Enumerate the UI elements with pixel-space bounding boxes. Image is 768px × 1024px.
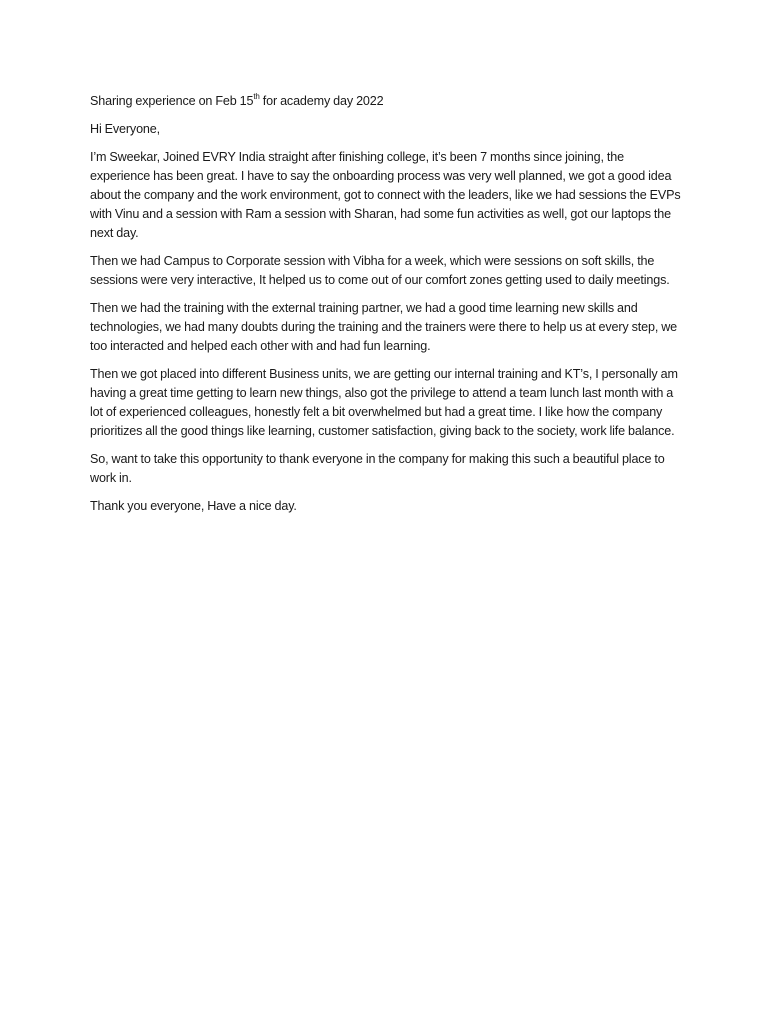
- title-text-suffix: for academy day 2022: [259, 94, 384, 108]
- paragraph-external-training: Then we had the training with the external training partner, we had a good time learning new skills and technologies, we had many doubts during the training and the trainers were there to help us at every step, we too interacted and helped each other with and had fun learning.: [90, 301, 678, 353]
- greeting: Hi Everyone,: [90, 122, 160, 136]
- document-title: [90, 92, 686, 111]
- paragraph-intro: I’m Sweekar, Joined EVRY India straight after finishing college, it’s been 7 months since joining, the experience has been great. I have to say the onboarding process was very well planned, we got a good idea about the company and the work environment, got to connect with the leaders, like we had sessions the EVPs with Vinu and a session with Ram a session with Sharan, had some fun activities as well, got our laptops the next day.: [90, 150, 681, 240]
- paragraph-business-units: Then we got placed into different Business units, we are getting our internal training and KT’s, I personally am having a great time getting to learn new things, also got the privilege to attend a team lunch last month with a lot of experienced colleagues, honestly felt a bit overwhelmed but had a great time. I like how the company prioritizes all the good things like learning, customer satisfaction, giving back to the society, work life balance.: [90, 367, 678, 438]
- document-body: [90, 92, 686, 525]
- title-text: Sharing experience on Feb 15: [90, 94, 254, 108]
- paragraph-closing: Thank you everyone, Have a nice day.: [90, 499, 297, 513]
- title-superscript: th: [253, 91, 260, 101]
- paragraph-campus-to-corporate: Then we had Campus to Corporate session with Vibha for a week, which were sessions on soft skills, the sessions were very interactive, It helped us to come out of our comfort zones getting used to daily meetings.: [90, 254, 670, 287]
- paragraph-thanks: So, want to take this opportunity to thank everyone in the company for making this such a beautiful place to work in.: [90, 452, 665, 485]
